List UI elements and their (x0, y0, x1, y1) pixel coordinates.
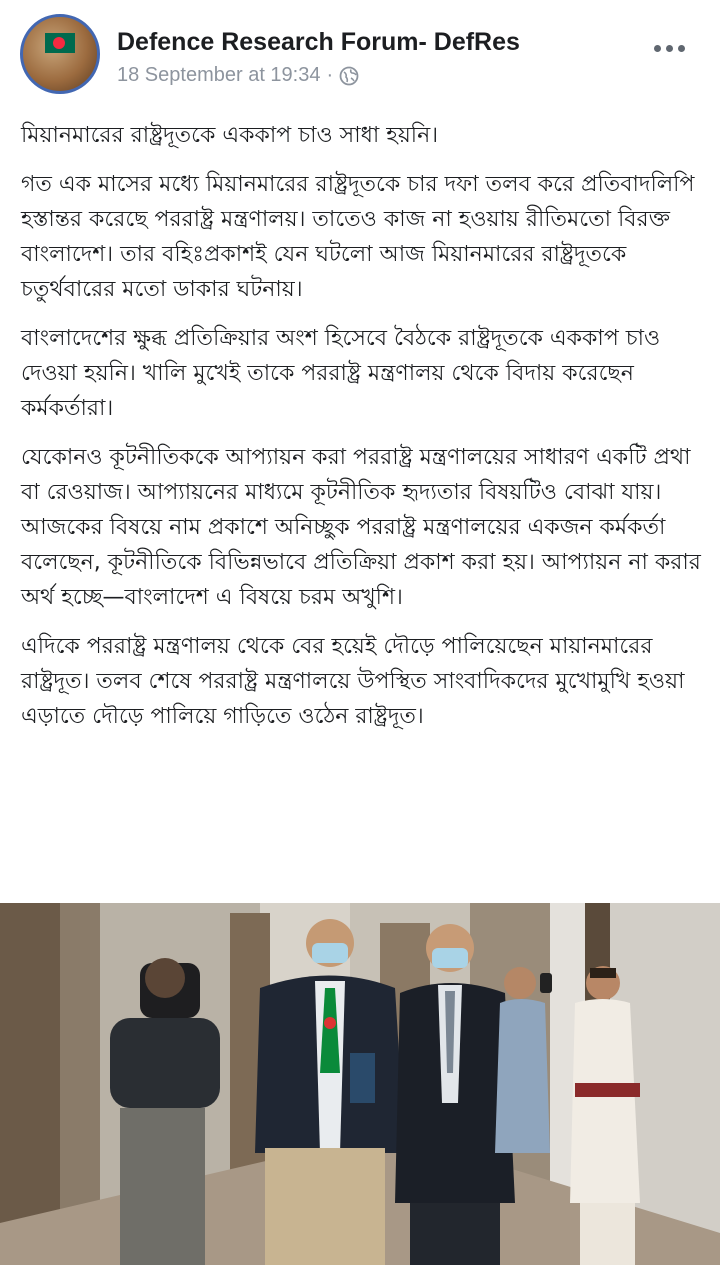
meta-separator: · (326, 64, 334, 86)
page-name-link[interactable]: Defence Research Forum- DefRes (117, 28, 520, 56)
post-photo[interactable] (0, 903, 720, 1265)
more-options-icon[interactable] (654, 38, 694, 58)
post-header (0, 0, 720, 110)
globe-icon[interactable] (339, 66, 359, 86)
post-paragraph: এদিকে পররাষ্ট্র মন্ত্রণালয় থেকে বের হয়েই দৌড়ে পালিয়েছেন মায়ানমারের রাষ্ট্রদূত। তলব শেষে পররাষ্ট্র মন্ত্রণালয়ে উপস্থিত সাংবাদিকদের মুখোমুখি হওয়া এড়াতে দৌড়ে পালিয়ে গাড়িতে ওঠেন রাষ্ট্রদূত। (21, 634, 685, 729)
post-meta (117, 64, 359, 87)
post-timestamp[interactable]: 18 September at 19:34 (117, 64, 321, 86)
post-body (21, 118, 706, 748)
page-avatar[interactable] (20, 14, 100, 94)
post-paragraph: গত এক মাসের মধ্যে মিয়ানমারের রাষ্ট্রদূতকে চার দফা তলব করে প্রতিবাদলিপি হস্তান্তর করেছে পররাষ্ট্র মন্ত্রণালয়। তাতেও কাজ না হওয়ায় রীতিমতো বিরক্ত বাংলাদেশ। তার বহিঃপ্রকাশই যেন ঘটলো আজ মিয়ানমারের রাষ্ট্রদূতকে চতুর্থবারের মতো ডাকার ঘটনায়। (21, 172, 695, 302)
avatar-flag-image (45, 33, 75, 53)
post-paragraph: যেকোনও কূটনীতিককে আপ্যায়ন করা পররাষ্ট্র মন্ত্রণালয়ের সাধারণ একটি প্রথা বা রেওয়াজ। আপ্যায়নের মাধ্যমে কূটনীতিক হৃদ্যতার বিষয়টিও বোঝা যায়।আজকের বিষয়ে নাম প্রকাশে অনিচ্ছুক পররাষ্ট্র মন্ত্রণালয়ের একজন কর্মকর্তা বলেছেন, কূটনীতিকে বিভিন্নভাবে প্রতিক্রিয়া প্রকাশ করা হয়। আপ্যায়ন না করার অর্থ হচ্ছে—বাংলাদেশ এ বিষয়ে চরম অখুশি। (21, 445, 701, 610)
photo-scene (0, 903, 720, 1265)
post-paragraph: বাংলাদেশের ক্ষুব্ধ প্রতিক্রিয়ার অংশ হিসেবে বৈঠকে রাষ্ট্রদূতকে এককাপ চাও দেওয়া হয়নি। খালি মুখেই তাকে পররাষ্ট্র মন্ত্রণালয় থেকে বিদায় করেছেন কর্মকর্তারা। (21, 326, 661, 421)
post-paragraph: মিয়ানমারের রাষ্ট্রদূতকে এককাপ চাও সাধা হয়নি। (21, 123, 439, 148)
